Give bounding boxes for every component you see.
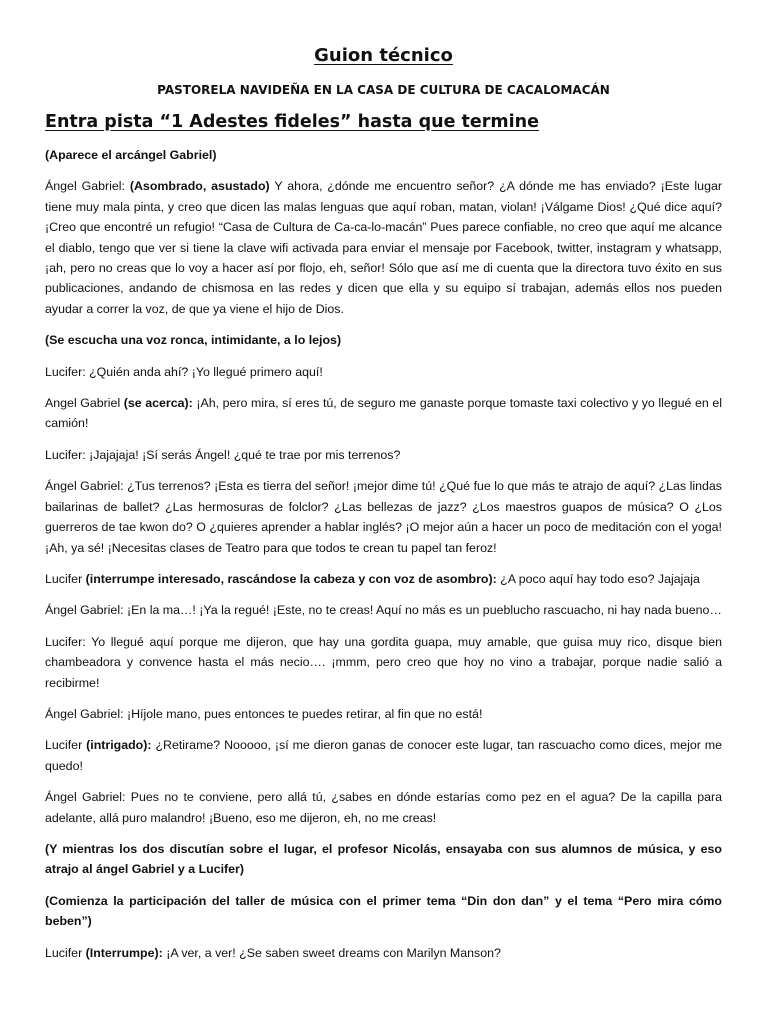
scene-heading xyxy=(45,111,722,133)
inline-direction: (interrumpe interesado, rascándose la cabeza y con voz de asombro): xyxy=(85,571,497,586)
dialogue-text: Y ahora, ¿dónde me encuentro señor? ¿A dónde me has enviado? ¡Este lugar tiene muy mala pinta, y creo que dicen las malas lenguas que aquí roban, matan, violan! ¡Válgame Dios! ¿Qué dice aquí? ¡Creo que encontré un refugio! “Casa de Cultura de Ca-ca-lo-macán” Pues parece confiable, no creo que aquí me alcance el diablo, tengo que ver si tiene la clave wifi activada para enviar el mensaje por Facebook, twitter, instagram y whatsapp, ¡ah, pero no creas que lo voy a hacer así por flojo, eh, señor! Sólo que así me di cuenta que la directora tuvo éxito en sus publicaciones, andando de chismosa en las redes y dicen que ella y su equipo sí trabajan, además ellos nos pueden ayudar a correr la voz, de que ya viene el hijo de Dios. xyxy=(45,179,722,316)
speaker-name: Ángel Gabriel: xyxy=(45,706,127,721)
speaker-name: Lucifer xyxy=(45,738,87,753)
dialogue-text: Pues no te conviene, pero allá tú, ¿sabes en dónde estarías como pez en el agua? De la capilla para adelante, allá puro malandro! ¡Bueno, eso me dijeron, eh, no me creas! xyxy=(45,790,722,825)
document-subtitle: PASTORELA NAVIDEÑA EN LA CASA DE CULTURA DE CACALOMACÁN xyxy=(157,83,610,97)
dialogue-line xyxy=(45,735,722,776)
document-title-text: Guion técnico xyxy=(314,45,453,66)
stage-direction xyxy=(45,145,722,165)
inline-direction: (Asombrado, asustado) xyxy=(129,179,270,194)
dialogue-text: ¡En la ma…! ¡Ya la regué! ¡Este, no te creas! Aquí no más es un pueblucho rascuacho, ni hay nada bueno… xyxy=(126,603,722,618)
dialogue-text: ¡Jajajaja! ¡Sí serás Ángel! ¿qué te trae por mis terrenos? xyxy=(89,447,401,462)
dialogue-text: ¿A poco aquí hay todo eso? Jajajaja xyxy=(496,571,700,586)
stage-direction xyxy=(45,891,722,932)
stage-direction xyxy=(45,330,722,350)
dialogue-line xyxy=(45,704,722,724)
dialogue-text: ¿Retirame? Nooooo, ¡sí me dieron ganas de conocer este lugar, tan rascuacho como dices, mejor me quedo! xyxy=(45,738,722,773)
dialogue-text: ¡Ah, pero mira, sí eres tú, de seguro me ganaste porque tomaste taxi colectivo y yo llegué en el camión! xyxy=(45,396,722,431)
scene-heading-text: Entra pista “1 Adestes fideles” hasta que termine xyxy=(45,112,539,132)
dialogue-text: Yo llegué aquí porque me dijeron, que hay una gordita guapa, muy amable, que guisa muy rico, disque bien chambeadora y convence hasta el más necio…. ¡mmm, pero creo que hoy no vino a trabajar, porque nadie salió a recibirme! xyxy=(45,634,722,690)
dialogue-line xyxy=(45,632,722,693)
speaker-name: Ángel Gabriel: xyxy=(45,603,127,618)
dialogue-line xyxy=(45,445,722,465)
stage-direction-text: (Aparece el arcángel Gabriel) xyxy=(45,148,217,162)
speaker-name: Lucifer: xyxy=(45,447,90,462)
dialogue-line xyxy=(45,600,722,620)
dialogue-line xyxy=(45,393,722,434)
dialogue-line xyxy=(45,787,722,828)
speaker-name: Ángel Gabriel: xyxy=(45,790,131,805)
speaker-name: Lucifer: xyxy=(45,634,92,649)
speaker-name: Ángel Gabriel: xyxy=(45,479,128,494)
dialogue-line xyxy=(45,943,722,963)
document-page xyxy=(45,44,722,963)
speaker-name: Lucifer xyxy=(45,945,86,960)
dialogue-line xyxy=(45,362,722,382)
dialogue-text: ¡A ver, a ver! ¿Se saben sweet dreams con Marilyn Manson? xyxy=(162,945,501,960)
dialogue-line xyxy=(45,569,722,589)
stage-direction-text: (Se escucha una voz ronca, intimidante, a lo lejos) xyxy=(45,333,342,348)
stage-direction xyxy=(45,839,722,880)
inline-direction: (se acerca): xyxy=(123,396,193,411)
dialogue-text: ¡Híjole mano, pues entonces te puedes retirar, al fin que no está! xyxy=(126,706,483,721)
speaker-name: Lucifer: xyxy=(45,364,90,379)
dialogue-text: ¿Quién anda ahí? ¡Yo llegué primero aquí! xyxy=(89,364,323,379)
inline-direction: (intrigado): xyxy=(86,738,152,753)
dialogue-line xyxy=(45,176,722,319)
dialogue-text: ¿Tus terrenos? ¡Esta es tierra del señor! ¡mejor dime tú! ¿Qué fue lo que más te atrajo de aquí? ¿Las lindas bailarinas de ballet? ¿Las hermosuras de folclor? ¿Las bellezas de jazz? ¿Los maestros guapos de música? O ¿Los guerreros de tae kwon do? O ¿quieres aprender a hablar inglés? ¡O mejor aún a hacer un poco de meditación con el yoga! ¡Ah, ya sé! ¡Necesitas clases de Teatro para que todos te crean tu papel tan feroz! xyxy=(45,479,723,555)
dialogue-line xyxy=(45,476,722,558)
speaker-name: Ángel Gabriel: xyxy=(45,179,130,194)
inline-direction: (Interrumpe): xyxy=(85,945,163,960)
stage-direction-text: (Y mientras los dos discutían sobre el lugar, el profesor Nicolás, ensayaba con sus alumnos de música, y eso atrajo al ángel Gabriel y a Lucifer) xyxy=(45,841,722,877)
stage-direction-text: (Comienza la participación del taller de música con el primer tema “Din don dan” y el tema “Pero mira cómo beben”) xyxy=(45,893,722,929)
speaker-name: Lucifer xyxy=(45,571,86,586)
document-title xyxy=(45,44,722,68)
speaker-name: Angel Gabriel xyxy=(45,396,124,411)
